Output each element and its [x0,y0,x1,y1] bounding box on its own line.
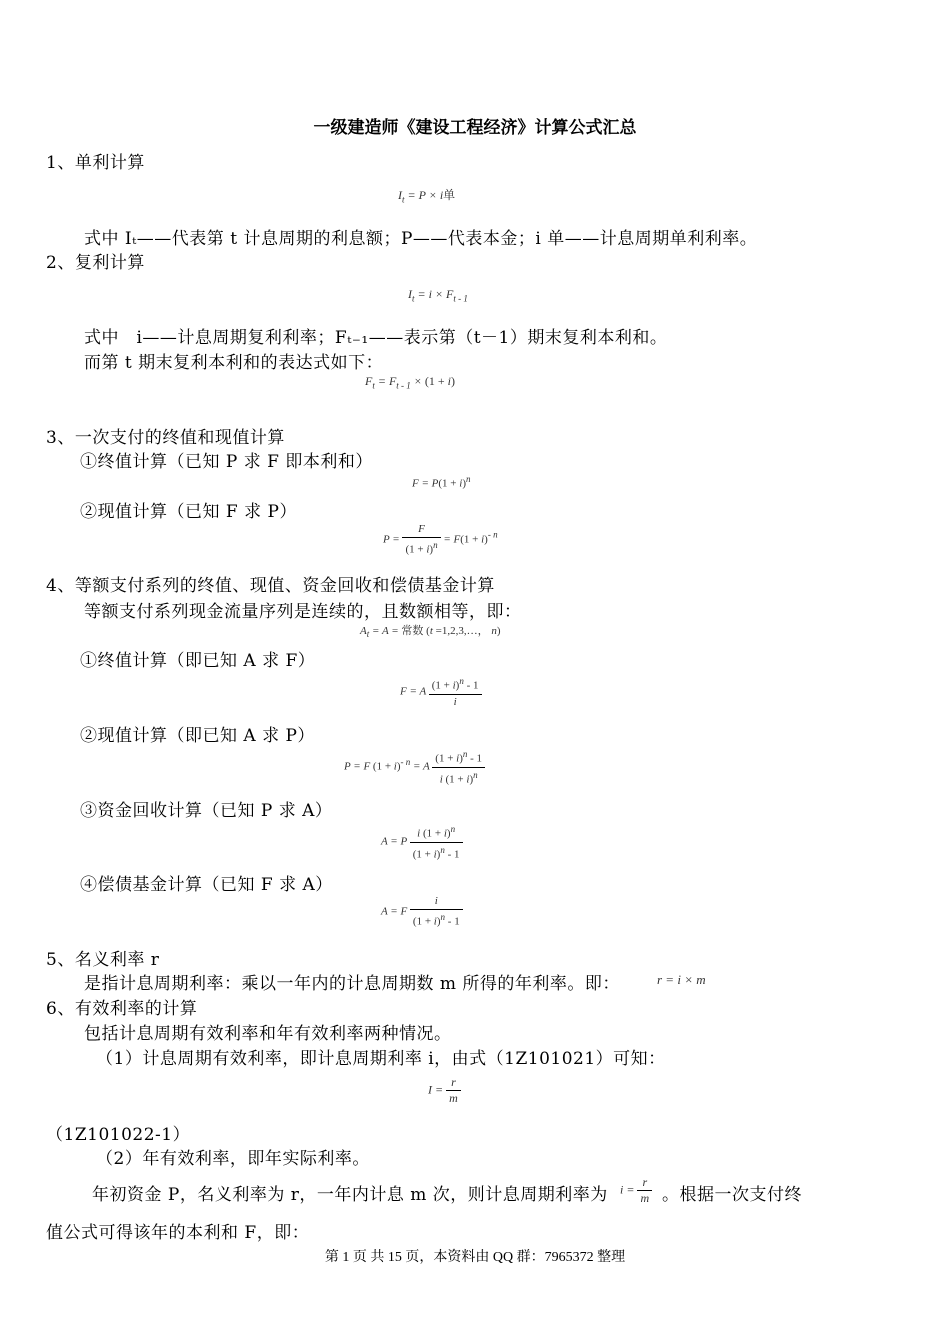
section-4-item-1: ①终值计算（即已知 A 求 F） [80,651,316,671]
section-4-item-4: ④偿债基金计算（已知 F 求 A） [80,875,333,895]
section-4-item-3: ③资金回收计算（已知 P 求 A） [80,801,333,821]
formula-future-value: $F = P(1 + i)^n$ [412,474,471,490]
formula-compound-interest: $I_t = i \times F_{t - 1}$ [408,287,468,304]
section-3-heading: 3、一次支付的终值和现值计算 [46,428,285,448]
section-6-paragraph-c: 值公式可得该年的本利和 F，即： [46,1223,310,1243]
page-footer: 第 1 页 共 15 页，本资料由 QQ 群：7965372 整理 [324,1250,626,1265]
section-6-paragraph-a: 年初资金 P，名义利率为 r，一年内计息 m 次，则计息周期利率为 [92,1185,608,1205]
section-1-explanation: 式中 Iₜ——代表第 t 计息周期的利息额；P——代表本金；i 单——计息周期单利利率。 [84,229,758,249]
section-4-intro: 等额支付系列现金流量序列是连续的，且数额相等，即： [84,602,522,622]
formula-present-value: P = $\frac{F}{(1 + i)^n}$ = $F(1 + i)^{- n}$ [383,523,498,556]
formula-compound-sum: $F_t = F_{t - 1} \times (1 + i)$ [365,374,456,391]
formula-period-rate-inline: i = $\frac{r}{m}$ [620,1175,652,1206]
section-2-explanation-2: 而第 t 期末复利本利和的表达式如下： [84,353,384,373]
formula-capital-recovery: A = P $\frac{i (1 + i)^n}{(1 + i)^n - 1}$ [381,822,463,862]
section-6-heading: 6、有效利率的计算 [46,999,198,1019]
section-2-heading: 2、复利计算 [46,253,145,273]
section-5-explanation: 是指计息周期利率：乘以一年内的计息周期数 m 所得的年利率。即： [84,974,620,994]
constant-label: 常数 [401,625,424,637]
section-6-paragraph-b: 。根据一次支付终 [662,1185,802,1205]
formula-sinking-fund: A = F $\frac{i}{(1 + i)^n - 1}$ [381,894,463,930]
section-1-heading: 1、单利计算 [46,153,145,173]
section-6-intro: 包括计息周期有效利率和年有效利率两种情况。 [84,1024,452,1044]
section-4-item-2: ②现值计算（即已知 A 求 P） [80,726,315,746]
formula-period-rate: I = $\frac{r}{m}$ [428,1075,461,1106]
section-6-item-2: （2）年有效利率，即年实际利率。 [96,1149,370,1169]
section-6-item-1: （1）计息周期有效利率，即计息周期利率 i，由式（1Z101021）可知： [96,1049,666,1069]
formula-nominal-rate: r = i × m [657,972,706,987]
section-3-item-1: ①终值计算（已知 P 求 F 即本利和） [80,452,373,472]
section-4-heading: 4、等额支付系列的终值、现值、资金回收和偿债基金计算 [46,576,495,596]
section-5-heading: 5、名义利率 r [46,950,160,970]
section-2-explanation: 式中 i——计息周期复利利率；Fₜ₋₁——表示第（t－1）期末复利本利和。 [84,328,668,348]
section-3-item-2: ②现值计算（已知 F 求 P） [80,502,297,522]
formula-annuity-future: F = A $\frac{(1 + i)^n - 1}{i}$ [400,674,482,710]
formula-annuity-present: P = F $(1 + i)^{- n} = A$ $\frac{(1 + i)^n - 1}{i (1 + i)^n}$ [344,747,485,787]
page-title: 一级建造师《建设工程经济》计算公式汇总 [313,118,637,138]
formula-reference: （1Z101022-1） [46,1125,191,1145]
formula-annuity-constant: $A_t = A$ = 常数 (t =1,2,3,…， n) [360,625,501,640]
formula-simple-interest: $I_t = P \times i$单 [398,188,456,205]
